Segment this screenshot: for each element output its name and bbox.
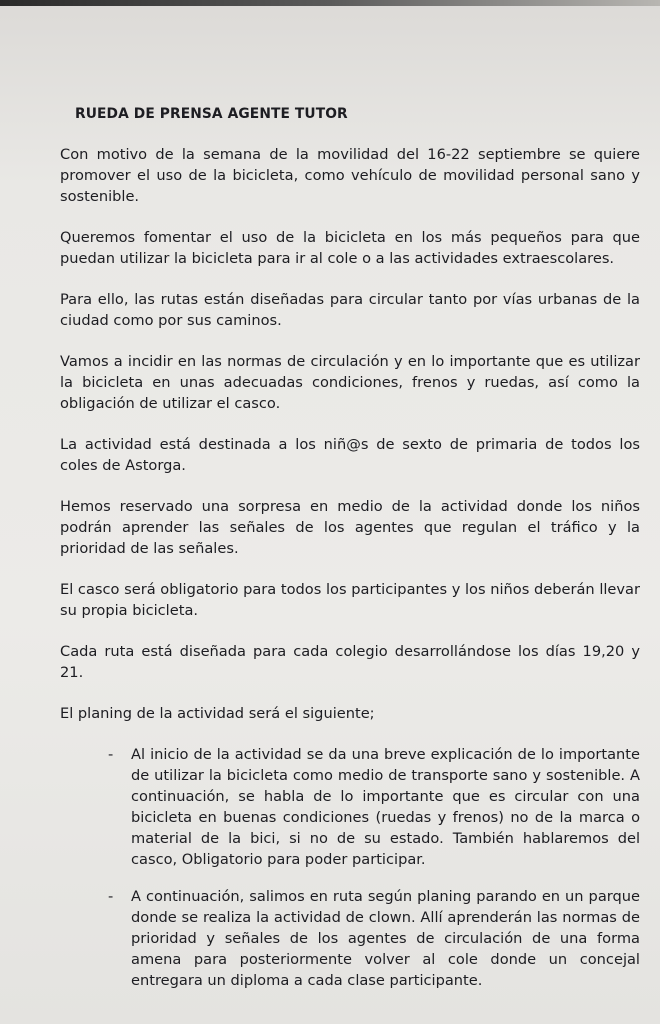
paragraph-casco: El casco será obligatorio para todos los participantes y los niños deberán llevar su propia bicicleta. bbox=[60, 581, 640, 619]
paragraph-fomentar: Queremos fomentar el uso de la bicicleta en los más pequeños para que puedan utilizar la bicicleta para ir al cole o a las actividades extraescolares. bbox=[60, 229, 640, 267]
paragraph-motivo: Con motivo de la semana de la movilidad del 16-22 septiembre se quiere promover el uso de la bicicleta, como vehículo de movilidad personal sano y sostenible. bbox=[60, 146, 640, 205]
dash-bullet: - bbox=[108, 746, 114, 763]
list-item bbox=[60, 744, 640, 870]
paragraph-rutas: Para ello, las rutas están diseñadas para circular tanto por vías urbanas de la ciudad como por sus caminos. bbox=[60, 291, 640, 329]
paragraph-dias: Cada ruta está diseñada para cada colegio desarrollándose los días 19,20 y 21. bbox=[60, 643, 640, 681]
paragraph-planing-intro: El planing de la actividad será el siguiente; bbox=[60, 705, 375, 722]
document-body bbox=[60, 104, 640, 1007]
list-item-text: Al inicio de la actividad se da una breve explicación de lo importante de utilizar la bicicleta como medio de transporte sano y sostenible. A continuación, se habla de lo importante que es circular con una bicicleta en buenas condiciones (ruedas y frenos) no de la marca o material de la bici, si no de su estado. También hablaremos del casco, Obligatorio para poder participar. bbox=[131, 746, 640, 868]
list-item bbox=[60, 886, 640, 991]
paragraph-normas: Vamos a incidir en las normas de circulación y en lo importante que es utilizar la bicicleta en unas adecuadas condiciones, frenos y ruedas, así como la obligación de utilizar el casco. bbox=[60, 353, 640, 412]
paragraph-destinatarios: La actividad está destinada a los niñ@s de sexto de primaria de todos los coles de Astorga. bbox=[60, 436, 640, 474]
list-item-text: A continuación, salimos en ruta según planing parando en un parque donde se realiza la actividad de clown. Allí aprenderán las normas de prioridad y señales de los agentes de circulación de una forma amena para posteriormente volver al cole donde un concejal entregara un diploma a cada clase participante. bbox=[131, 888, 640, 989]
page-top-edge bbox=[0, 0, 660, 6]
paragraph-sorpresa: Hemos reservado una sorpresa en medio de la actividad donde los niños podrán aprender las señales de los agentes que regulan el tráfico y la prioridad de las señales. bbox=[60, 498, 640, 557]
document-title: RUEDA DE PRENSA AGENTE TUTOR bbox=[75, 106, 348, 122]
activity-plan-list bbox=[60, 744, 640, 991]
dash-bullet: - bbox=[108, 888, 114, 905]
